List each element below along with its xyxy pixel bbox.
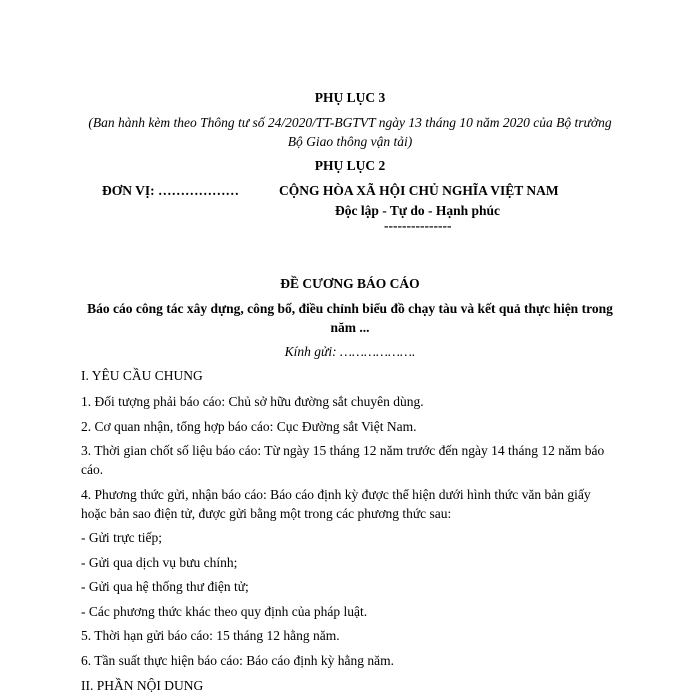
appendix-3-heading: PHỤ LỤC 3 xyxy=(314,90,386,105)
report-subtitle-line1: Báo cáo công tác xây dựng, công bố, điều chỉnh biểu đồ chạy tàu và kết quả thực hiện trong xyxy=(87,301,613,316)
bullet-other: - Các phương thức khác theo quy định của pháp luật. xyxy=(81,604,368,619)
bullet-email: - Gửi qua hệ thống thư điện tử; xyxy=(81,579,249,594)
item-3-line1: 3. Thời gian chốt số liệu báo cáo: Từ ngày 15 tháng 12 năm trước đến ngày 14 tháng 12 năm báo xyxy=(81,443,605,458)
item-3-line2: cáo. xyxy=(81,462,104,477)
report-subtitle-line2: năm ... xyxy=(330,320,370,335)
item-1: 1. Đối tượng phải báo cáo: Chủ sở hữu đường sắt chuyên dùng. xyxy=(81,394,424,409)
bullet-direct: - Gửi trực tiếp; xyxy=(81,530,162,545)
item-4-line2: hoặc bản sao điện tử, được gửi bằng một trong các phương thức sau: xyxy=(81,506,452,521)
country-name: CỘNG HÒA XÃ HỘI CHỦ NGHĨA VIỆT NAM xyxy=(279,183,559,198)
report-title: ĐỀ CƯƠNG BÁO CÁO xyxy=(280,276,420,291)
appendix-2-heading: PHỤ LỤC 2 xyxy=(314,158,386,173)
issuance-note-line1: (Ban hành kèm theo Thông tư số 24/2020/TT-BGTVT ngày 13 tháng 10 năm 2020 của Bộ trưởng xyxy=(88,115,612,130)
item-5: 5. Thời hạn gửi báo cáo: 15 tháng 12 hằng năm. xyxy=(81,628,340,643)
national-motto: Độc lập - Tự do - Hạnh phúc xyxy=(335,203,501,218)
item-6: 6. Tần suất thực hiện báo cáo: Báo cáo định kỳ hằng năm. xyxy=(81,653,394,668)
unit-label: ĐƠN VỊ: ……………… xyxy=(102,183,240,198)
recipient-line: Kính gửi: ………………. xyxy=(284,344,416,359)
content-heading: II. PHẦN NỘI DUNG xyxy=(81,678,204,693)
item-4-line1: 4. Phương thức gửi, nhận báo cáo: Báo cáo định kỳ được thể hiện dưới hình thức văn bản giấy xyxy=(81,487,591,502)
item-2: 2. Cơ quan nhận, tổng hợp báo cáo: Cục Đường sắt Việt Nam. xyxy=(81,419,417,434)
motto-divider: --------------- xyxy=(384,218,452,233)
bullet-postal: - Gửi qua dịch vụ bưu chính; xyxy=(81,555,238,570)
issuance-note-line2: Bộ Giao thông vận tải) xyxy=(287,134,413,149)
general-requirements-heading: I. YÊU CẦU CHUNG xyxy=(81,368,203,383)
